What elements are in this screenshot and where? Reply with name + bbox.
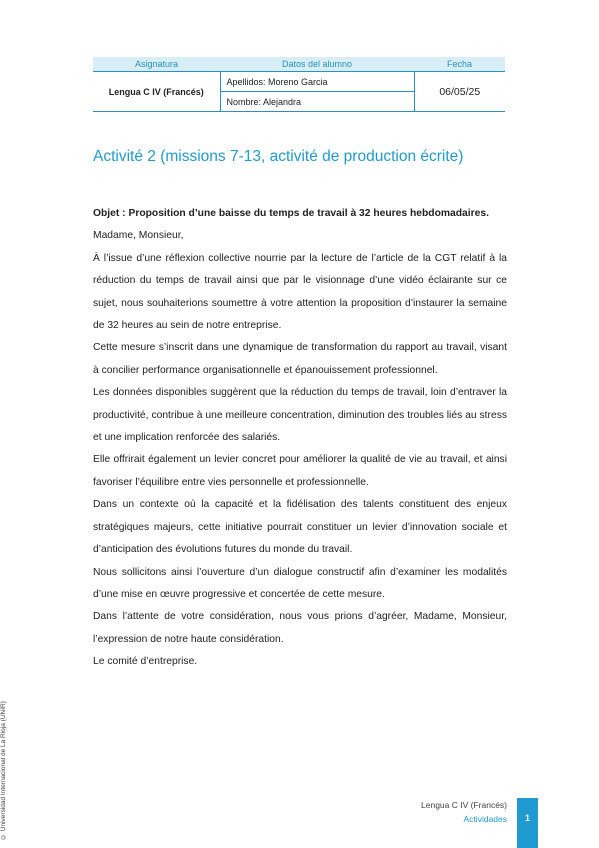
copyright-notice: © Universidad Internacional de La Rioja (UNIR): [0, 701, 7, 840]
letter-subject: Objet : Proposition d’une baisse du temps de travail à 32 heures hebdomadaires.: [93, 208, 489, 219]
name-value: Nombre: Alejandra: [220, 92, 414, 112]
letter-paragraph: À l’issue d’une réflexion collective nourrie par la lecture de l’article de la CGT relatif à la réduction du temps de travail ainsi que par le visionnage d’une vidéo éclairante sur ce sujet, nous souhaiterions soumettre à votre attention la proposition d’instaurer la semaine de 32 heures au sein de notre entreprise.: [93, 252, 507, 332]
page-number: 1: [517, 798, 538, 848]
surname-value: Apellidos: Moreno Garcia: [220, 72, 414, 92]
header-date: Fecha: [414, 57, 505, 72]
letter-paragraph: Nous sollicitons ainsi l’ouverture d’un dialogue constructif afin d’examiner les modalités d’une mise en œuvre progressive et concertée de cette mesure.: [93, 566, 507, 600]
date-value: 06/05/25: [414, 72, 505, 112]
letter-signature: Le comité d’entreprise.: [93, 656, 198, 668]
letter-paragraph: Elle offrirait également un levier concret pour améliorer la qualité de vie au travail, et ainsi favoriser l’équilibre entre vies personnelle et professionnelle.: [93, 454, 507, 488]
footer-course-name: Lengua C IV (Francés): [421, 800, 507, 810]
letter-paragraph: Dans un contexte où la capacité et la fidélisation des talents constituent des enjeux stratégiques majeurs, cette initiative pourrait constituer un levier d’innovation sociale et d’anticipation des évolutions futures du monde du travail.: [93, 499, 507, 556]
subject-value: Lengua C IV (Francés): [93, 72, 220, 112]
letter-paragraph: Cette mesure s’inscrit dans une dynamique de transformation du rapport au travail, visant à concilier performance organisationnelle et épanouissement professionnel.: [93, 342, 507, 376]
student-info-table: [93, 57, 505, 112]
header-subject: Asignatura: [93, 57, 220, 72]
letter-paragraph: Dans l’attente de votre considération, nous vous prions d’agréer, Madame, Monsieur, l’expression de notre haute considération.: [93, 611, 507, 645]
letter-greeting: Madame, Monsieur,: [93, 230, 184, 242]
letter-body: [93, 203, 507, 674]
footer-section-name: Actividades: [463, 814, 507, 824]
letter-paragraph: Les données disponibles suggèrent que la réduction du temps de travail, loin d’entraver la productivité, contribue à une meilleure concentration, diminution des troubles liés au stress et une implication renforcée des salariés.: [93, 387, 507, 444]
header-student-data: Datos del alumno: [220, 57, 414, 72]
activity-title: Activité 2 (missions 7-13, activité de production écrite): [93, 148, 464, 165]
